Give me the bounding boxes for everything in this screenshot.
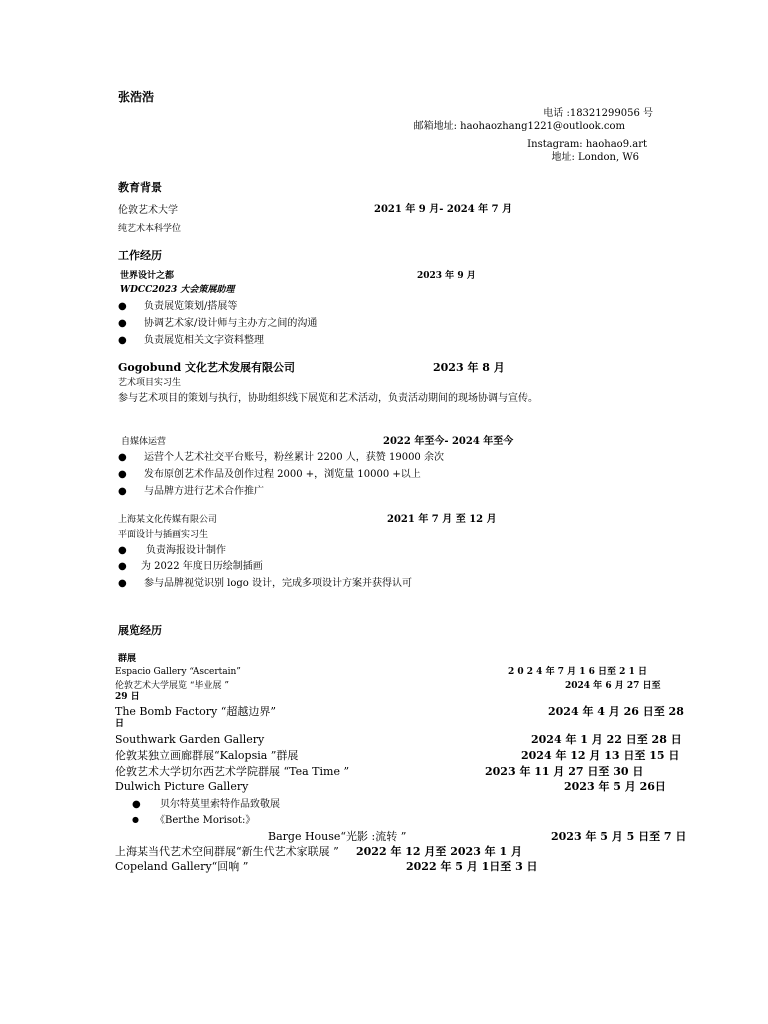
bullet-icon: ● xyxy=(118,545,127,556)
exhibition-date: 2024 年 12 月 13 日至 15 日 xyxy=(521,749,680,762)
job-bullet: 协调艺术家/设计师与主办方之间的沟通 xyxy=(144,318,318,329)
education-dates: 2021 年 9 月- 2024 年 7 月 xyxy=(374,204,513,215)
bullet-icon: ● xyxy=(118,335,127,346)
job-date: 2022 年至今- 2024 年至今 xyxy=(383,436,514,447)
job-bullet: 发布原创艺术作品及创作过程 2000 +，浏览量 10000 +以上 xyxy=(144,469,421,480)
address: 地址: London, W6 xyxy=(551,152,639,163)
job-date: 2021 年 7 月 至 12 月 xyxy=(387,514,497,525)
exhibition-name: 上海某当代艺术空间群展“新生代艺术家联展 ” xyxy=(115,845,339,858)
resume-name: 张浩浩 xyxy=(118,90,155,104)
exhibition-sub-bullet: 《Berthe Morisot:》 xyxy=(155,815,256,826)
job-org: 平面设计与插画实习生 xyxy=(118,530,209,540)
exhibition-name: The Bomb Factory “超越边界” xyxy=(115,705,276,718)
job-bullet: 运营个人艺术社交平台账号，粉丝累计 2200 人，获赞 19000 余次 xyxy=(144,452,444,463)
email: 邮箱地址: haohaozhang1221@outlook.com xyxy=(413,121,625,132)
education-heading: 教育背景 xyxy=(118,181,162,194)
job-title: 自媒体运营 xyxy=(121,437,167,447)
exhibition-date: 2022 年 12 月至 2023 年 1 月 xyxy=(356,845,522,858)
exhibition-date: 2024 年 4 月 26 日至 28 xyxy=(548,705,684,718)
experience-heading: 工作经历 xyxy=(118,249,162,262)
bullet-icon: ● xyxy=(118,301,127,312)
exhibition-sub-bullet: 贝尔特莫里索特作品致敬展 xyxy=(160,799,280,810)
job-bullet: 负责海报设计制作 xyxy=(146,545,226,556)
job-org: 艺术项目实习生 xyxy=(118,378,182,388)
exhibition-name: Southwark Garden Gallery xyxy=(115,733,265,746)
exhibition-date: 2 0 2 4 年 7 月 1 6 日至 2 1 日 xyxy=(508,667,647,677)
job-bullet: 与品牌方进行艺术合作推广 xyxy=(144,486,264,497)
phone: 电话 :18321299056 号 xyxy=(543,108,653,119)
group-exhibitions-label: 群展 xyxy=(118,654,137,664)
exhibition-date: 2024 年 1 月 22 日至 28 日 xyxy=(531,733,682,746)
job-bullet: 为 2022 年度日历绘制插画 xyxy=(141,561,263,572)
exhibition-date-cont: 29 日 xyxy=(115,692,140,702)
job-title: 世界设计之都 xyxy=(120,271,175,281)
exhibition-date: 2023 年 5 月 5 日至 7 日 xyxy=(551,830,687,843)
instagram: Instagram: haohao9.art xyxy=(527,139,647,150)
exhibition-date: 2023 年 5 月 26日 xyxy=(564,780,666,793)
exhibition-name: Barge House“光影 :流转 ” xyxy=(268,830,407,843)
exhibition-name: 伦敦艺术大学切尔西艺术学院群展 “Tea Time ” xyxy=(115,765,350,778)
job-bullet: 负责展览相关文字资料整理 xyxy=(144,335,264,346)
exhibition-name: 伦敦艺术大学展览 “毕业展 ” xyxy=(115,681,229,691)
exhibition-name: Espacio Gallery “Ascertain” xyxy=(115,667,241,677)
job-org: WDCC2023 大会策展助理 xyxy=(120,285,235,295)
job-bullet: 参与品牌视觉识别 logo 设计，完成多项设计方案并获得认可 xyxy=(144,578,412,589)
bullet-icon: ● xyxy=(118,578,127,589)
bullet-icon: ● xyxy=(118,469,127,480)
job-date: 2023 年 9 月 xyxy=(417,271,476,281)
job-date: 2023 年 8 月 xyxy=(433,361,505,374)
exhibition-date-cont: 日 xyxy=(115,719,125,729)
exhibitions-heading: 展览经历 xyxy=(118,624,162,637)
exhibition-date: 2024 年 6 月 27 日至 xyxy=(565,681,661,691)
bullet-icon: ● xyxy=(132,799,141,810)
education-degree: 纯艺术本科学位 xyxy=(118,224,182,234)
job-title: Gogobund 文化艺术发展有限公司 xyxy=(118,361,295,374)
bullet-icon: ● xyxy=(118,318,127,329)
exhibition-name: Copeland Gallery“回响 ” xyxy=(115,860,249,873)
bullet-icon: ● xyxy=(118,486,127,497)
exhibition-date: 2022 年 5 月 1日至 3 日 xyxy=(406,860,538,873)
bullet-icon: ● xyxy=(118,561,127,572)
job-title: 上海某文化传媒有限公司 xyxy=(118,515,218,525)
bullet-icon: ● xyxy=(118,452,127,463)
exhibition-date: 2023 年 11 月 27 日至 30 日 xyxy=(485,765,644,778)
exhibition-name: Dulwich Picture Gallery xyxy=(115,780,249,793)
job-description: 参与艺术项目的策划与执行，协助组织线下展览和艺术活动，负责活动期间的现场协调与宣传。 xyxy=(118,393,538,404)
job-bullet: 负责展览策划/搭展等 xyxy=(144,301,238,312)
exhibition-name: 伦敦某独立画廊群展“Kalopsia ”群展 xyxy=(115,749,299,762)
bullet-icon: ● xyxy=(132,815,139,824)
education-school: 伦敦艺术大学 xyxy=(118,205,178,216)
